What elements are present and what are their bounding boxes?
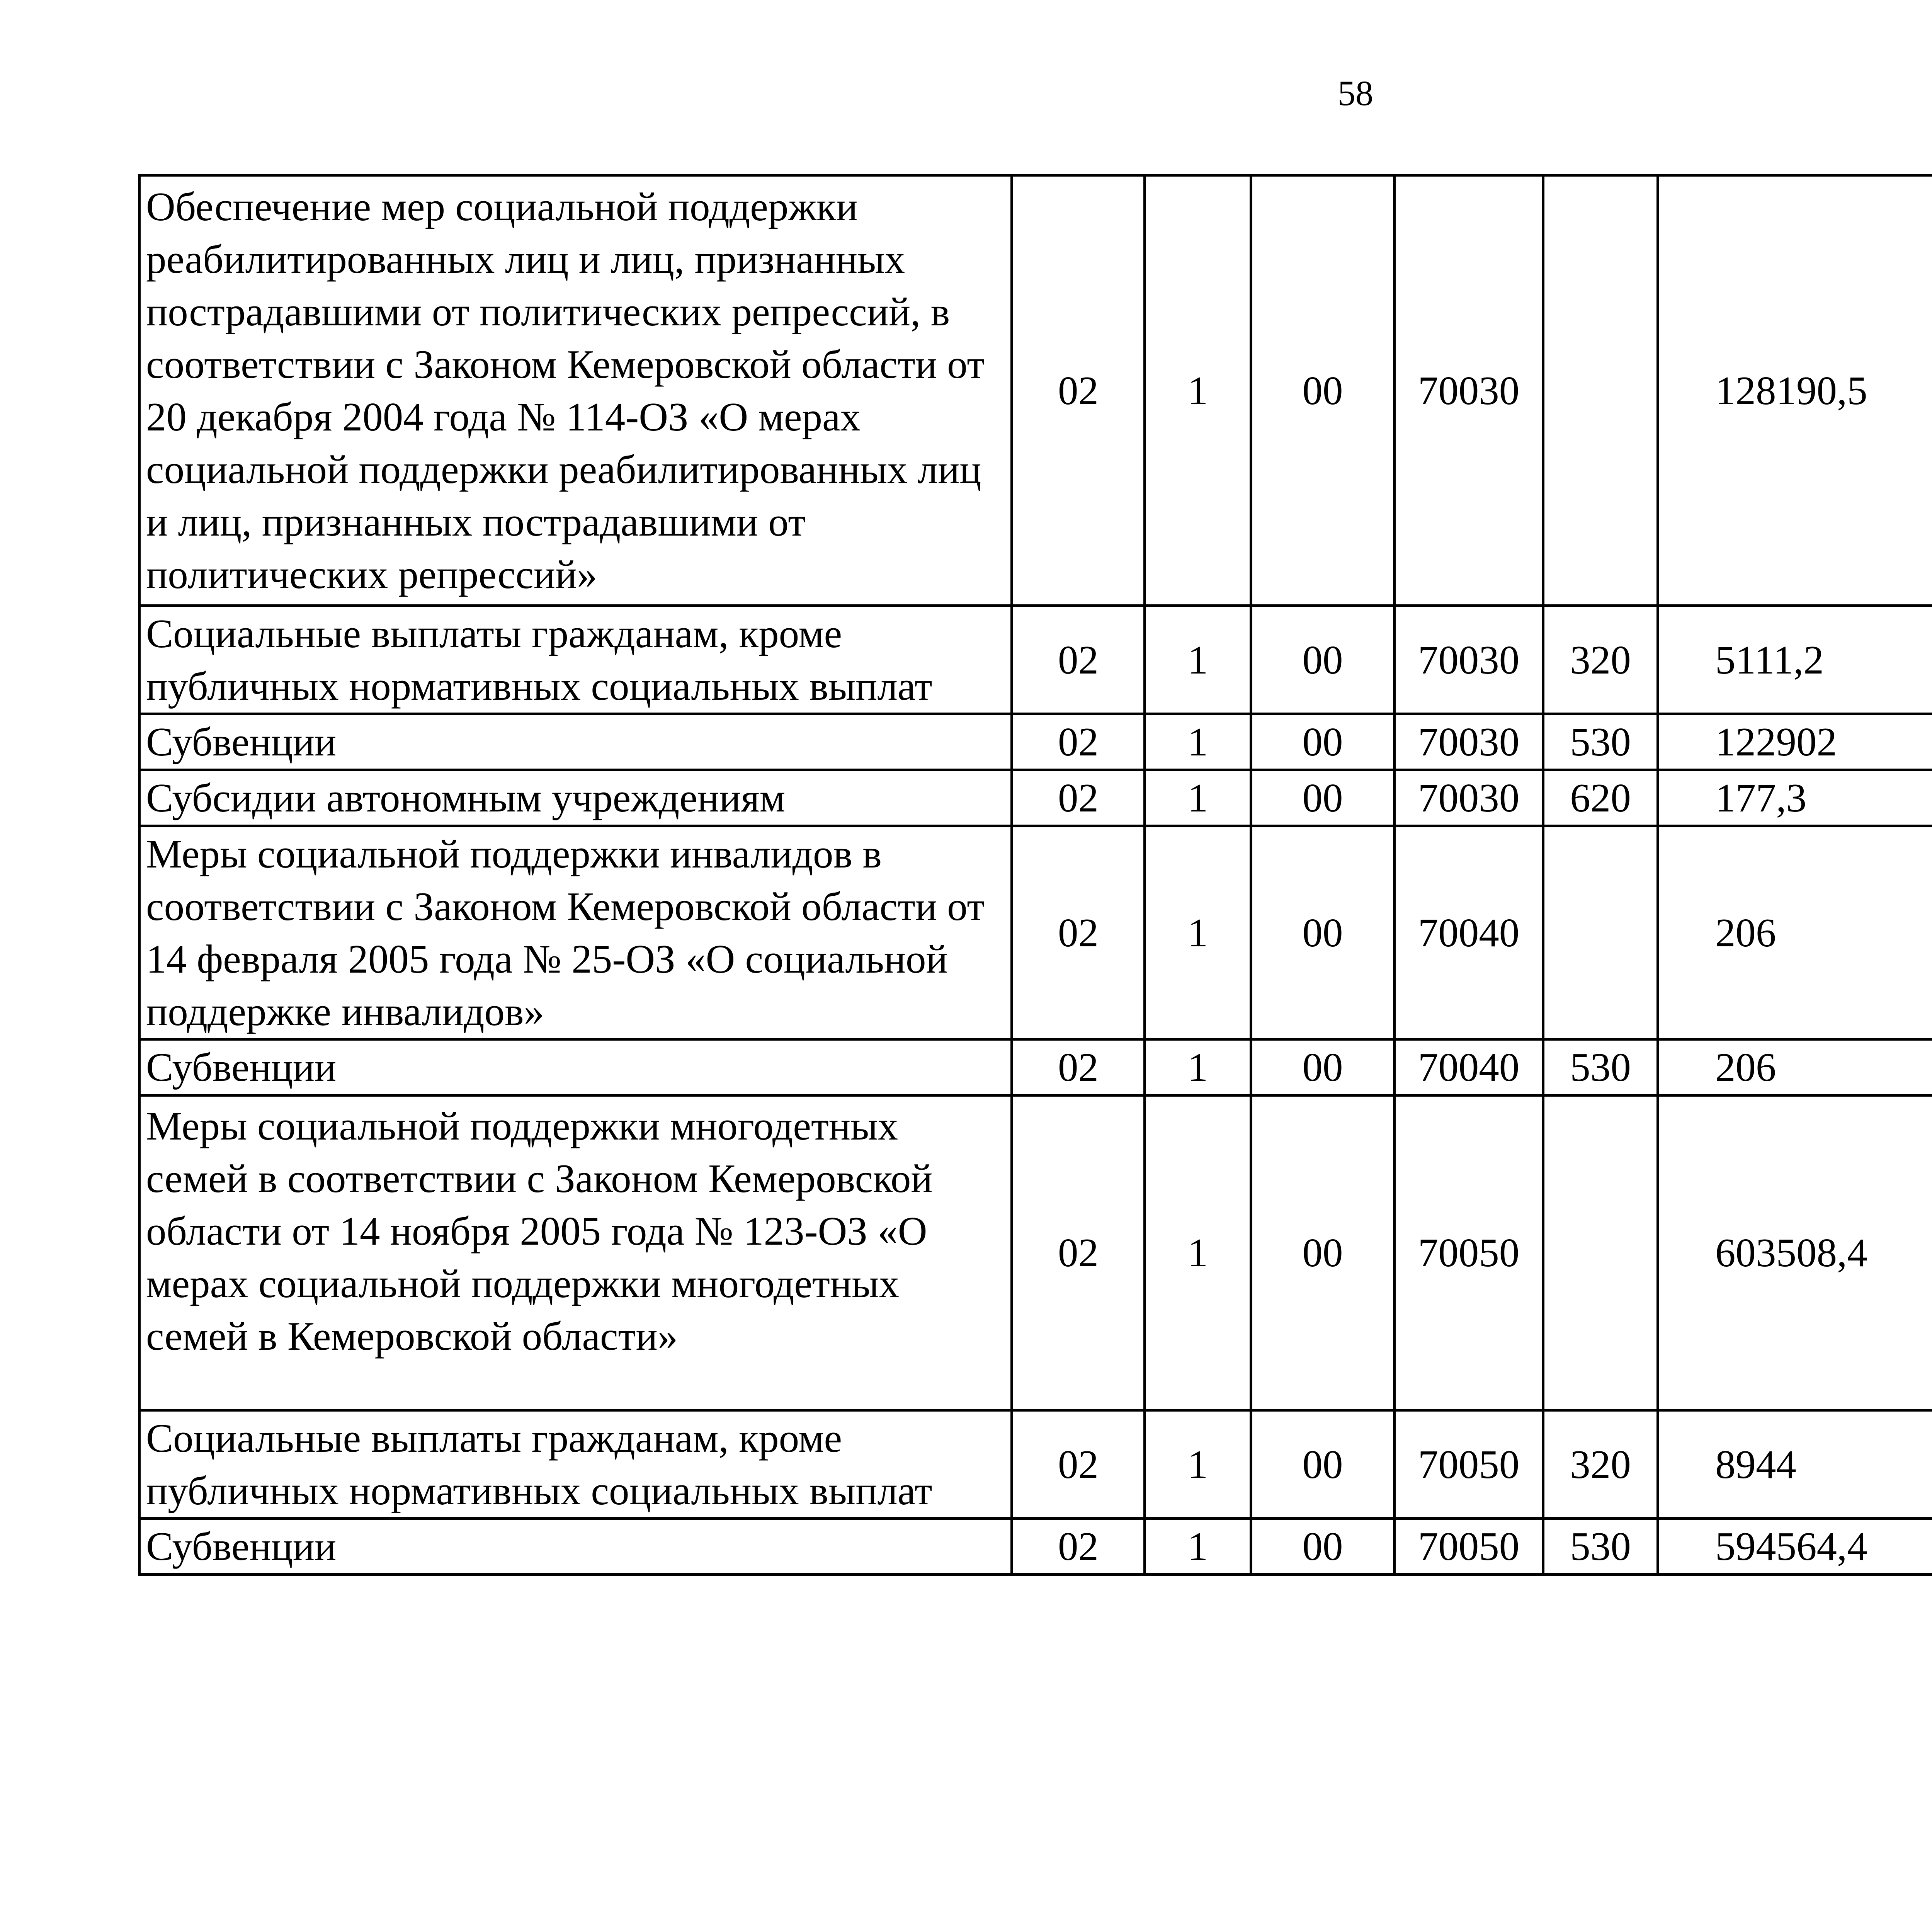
program-code: 02 <box>1012 606 1145 714</box>
program-code: 02 <box>1012 1095 1145 1410</box>
amount-1: 603508,4 <box>1658 1095 1932 1410</box>
row-description: Субсидии автономным учреждениям <box>139 770 1012 826</box>
expense-type: 620 <box>1543 770 1658 826</box>
amount-1: 177,3 <box>1658 770 1932 826</box>
table-row <box>139 1095 1932 1410</box>
subprogram-code: 1 <box>1145 1410 1251 1519</box>
budget-table <box>138 174 1932 1576</box>
table-row <box>139 175 1932 606</box>
direction-code: 00 <box>1251 770 1395 826</box>
expense-type <box>1543 175 1658 606</box>
table-row <box>139 1039 1932 1095</box>
table-row <box>139 1410 1932 1519</box>
row-description: Социальные выплаты гражданам, кроме публичных нормативных социальных выплат <box>139 1410 1012 1519</box>
subprogram-code: 1 <box>1145 826 1251 1039</box>
expense-code: 70030 <box>1395 606 1543 714</box>
amount-1: 206 <box>1658 826 1932 1039</box>
program-code: 02 <box>1012 826 1145 1039</box>
row-description: Социальные выплаты гражданам, кроме публичных нормативных социальных выплат <box>139 606 1012 714</box>
program-code: 02 <box>1012 1410 1145 1519</box>
direction-code: 00 <box>1251 826 1395 1039</box>
table-row <box>139 770 1932 826</box>
program-code: 02 <box>1012 175 1145 606</box>
subprogram-code: 1 <box>1145 1519 1251 1575</box>
amount-1: 122902 <box>1658 714 1932 770</box>
expense-code: 70030 <box>1395 175 1543 606</box>
table-row <box>139 714 1932 770</box>
expense-code: 70040 <box>1395 826 1543 1039</box>
amount-1: 8944 <box>1658 1410 1932 1519</box>
subprogram-code: 1 <box>1145 770 1251 826</box>
direction-code: 00 <box>1251 1410 1395 1519</box>
direction-code: 00 <box>1251 1039 1395 1095</box>
subprogram-code: 1 <box>1145 606 1251 714</box>
direction-code: 00 <box>1251 714 1395 770</box>
expense-type: 320 <box>1543 1410 1658 1519</box>
expense-type <box>1543 1095 1658 1410</box>
program-code: 02 <box>1012 1519 1145 1575</box>
row-description: Субвенции <box>139 714 1012 770</box>
amount-1: 128190,5 <box>1658 175 1932 606</box>
expense-type: 530 <box>1543 1519 1658 1575</box>
direction-code: 00 <box>1251 1095 1395 1410</box>
expense-code: 70050 <box>1395 1519 1543 1575</box>
program-code: 02 <box>1012 714 1145 770</box>
row-description: Меры социальной поддержки инвалидов в соответствии с Законом Кемеровской области от 14 февраля 2005 года № 25-ОЗ «О социальной поддержке инвалидов» <box>139 826 1012 1039</box>
direction-code: 00 <box>1251 1519 1395 1575</box>
program-code: 02 <box>1012 1039 1145 1095</box>
program-code: 02 <box>1012 770 1145 826</box>
page-number: 58 <box>1338 73 1373 113</box>
subprogram-code: 1 <box>1145 175 1251 606</box>
expense-code: 70030 <box>1395 714 1543 770</box>
expense-code: 70030 <box>1395 770 1543 826</box>
expense-type: 530 <box>1543 714 1658 770</box>
table-row <box>139 606 1932 714</box>
expense-type: 320 <box>1543 606 1658 714</box>
subprogram-code: 1 <box>1145 714 1251 770</box>
amount-1: 5111,2 <box>1658 606 1932 714</box>
direction-code: 00 <box>1251 606 1395 714</box>
row-description: Обеспечение мер социальной поддержки реабилитированных лиц и лиц, признанных пострадавшими от политических репрессий, в соответствии с Законом Кемеровской области от 20 декабря 2004 года № 114-ОЗ «О мерах социальной поддержки реабилитированных лиц и лиц, признанных пострадавшими от политических репрессий» <box>139 175 1012 606</box>
amount-1: 206 <box>1658 1039 1932 1095</box>
expense-type <box>1543 826 1658 1039</box>
table-row <box>139 1519 1932 1575</box>
expense-code: 70050 <box>1395 1095 1543 1410</box>
expense-code: 70040 <box>1395 1039 1543 1095</box>
expense-type: 530 <box>1543 1039 1658 1095</box>
direction-code: 00 <box>1251 175 1395 606</box>
row-description: Субвенции <box>139 1039 1012 1095</box>
subprogram-code: 1 <box>1145 1095 1251 1410</box>
row-description: Субвенции <box>139 1519 1012 1575</box>
expense-code: 70050 <box>1395 1410 1543 1519</box>
subprogram-code: 1 <box>1145 1039 1251 1095</box>
row-description: Меры социальной поддержки многодетных семей в соответствии с Законом Кемеровской области от 14 ноября 2005 года № 123-ОЗ «О мерах социальной поддержки многодетных семей в Кемеровской области» <box>139 1095 1012 1410</box>
amount-1: 594564,4 <box>1658 1519 1932 1575</box>
table-row <box>139 826 1932 1039</box>
